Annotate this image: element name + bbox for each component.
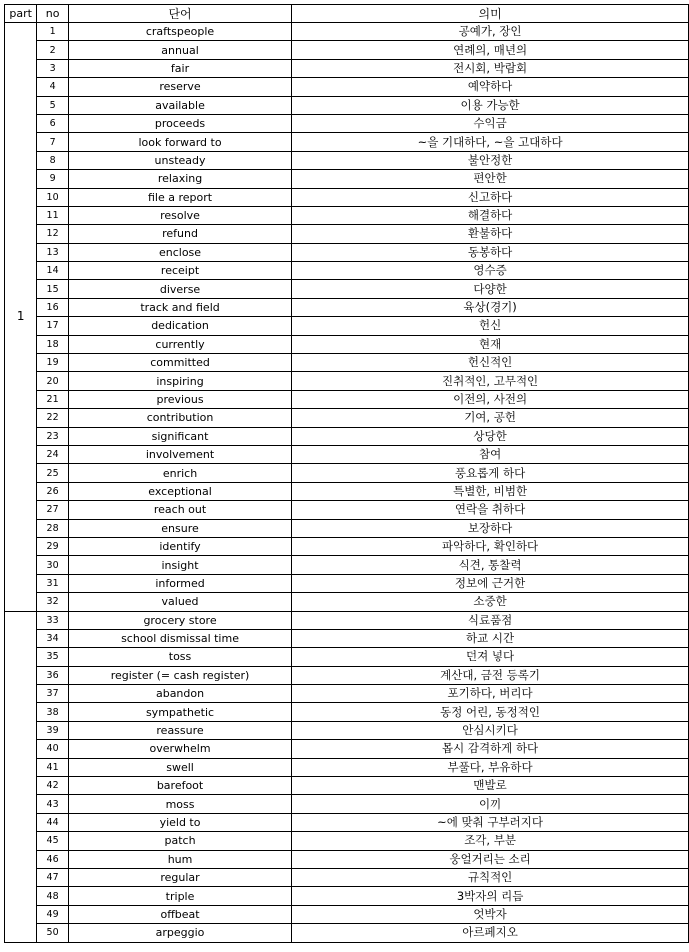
meaning-cell: 해결하다 xyxy=(292,206,689,224)
meaning-cell: 소중한 xyxy=(292,593,689,611)
row-number-cell: 35 xyxy=(37,648,69,666)
row-number-cell: 30 xyxy=(37,556,69,574)
row-number-cell: 40 xyxy=(37,740,69,758)
meaning-cell: 영수증 xyxy=(292,262,689,280)
table-row xyxy=(5,354,689,372)
table-row xyxy=(5,372,689,390)
table-row xyxy=(5,41,689,59)
table-row xyxy=(5,96,689,114)
header-word: 단어 xyxy=(68,5,291,23)
meaning-cell: 던져 넣다 xyxy=(292,648,689,666)
table-row xyxy=(5,114,689,132)
table-row xyxy=(5,501,689,519)
header-row xyxy=(5,5,689,23)
meaning-cell: 헌신적인 xyxy=(292,354,689,372)
meaning-cell: 보장하다 xyxy=(292,519,689,537)
meaning-cell: 식료품점 xyxy=(292,611,689,629)
table-row xyxy=(5,298,689,316)
word-cell: ensure xyxy=(68,519,291,537)
row-number-cell: 50 xyxy=(37,924,69,942)
table-row xyxy=(5,317,689,335)
row-number-cell: 8 xyxy=(37,151,69,169)
table-row xyxy=(5,482,689,500)
table-row xyxy=(5,740,689,758)
table-row xyxy=(5,519,689,537)
word-cell: receipt xyxy=(68,262,291,280)
meaning-cell: 하교 시간 xyxy=(292,629,689,647)
row-number-cell: 16 xyxy=(37,298,69,316)
row-number-cell: 24 xyxy=(37,445,69,463)
header-meaning: 의미 xyxy=(292,5,689,23)
meaning-cell: 특별한, 비범한 xyxy=(292,482,689,500)
word-cell: reserve xyxy=(68,78,291,96)
word-cell: abandon xyxy=(68,685,291,703)
meaning-cell: 3박자의 리듬 xyxy=(292,887,689,905)
meaning-cell: 전시회, 박람회 xyxy=(292,59,689,77)
word-cell: annual xyxy=(68,41,291,59)
row-number-cell: 14 xyxy=(37,262,69,280)
row-number-cell: 43 xyxy=(37,795,69,813)
row-number-cell: 41 xyxy=(37,758,69,776)
row-number-cell: 45 xyxy=(37,832,69,850)
table-row xyxy=(5,795,689,813)
row-number-cell: 1 xyxy=(37,23,69,41)
meaning-cell: 수익금 xyxy=(292,114,689,132)
meaning-cell: 동봉하다 xyxy=(292,243,689,261)
word-cell: moss xyxy=(68,795,291,813)
table-row xyxy=(5,721,689,739)
meaning-cell: 규칙적인 xyxy=(292,868,689,886)
table-row xyxy=(5,556,689,574)
table-row xyxy=(5,574,689,592)
meaning-cell: 부풀다, 부유하다 xyxy=(292,758,689,776)
meaning-cell: 불안정한 xyxy=(292,151,689,169)
row-number-cell: 2 xyxy=(37,41,69,59)
word-cell: register (= cash register) xyxy=(68,666,291,684)
row-number-cell: 12 xyxy=(37,225,69,243)
table-row xyxy=(5,777,689,795)
table-row xyxy=(5,188,689,206)
part-cell xyxy=(5,611,37,942)
word-cell: enclose xyxy=(68,243,291,261)
row-number-cell: 20 xyxy=(37,372,69,390)
word-cell: overwhelm xyxy=(68,740,291,758)
table-row xyxy=(5,905,689,923)
table-row xyxy=(5,151,689,169)
row-number-cell: 5 xyxy=(37,96,69,114)
table-row xyxy=(5,243,689,261)
word-cell: file a report xyxy=(68,188,291,206)
word-cell: informed xyxy=(68,574,291,592)
word-cell: insight xyxy=(68,556,291,574)
word-cell: patch xyxy=(68,832,291,850)
meaning-cell: 육상(경기) xyxy=(292,298,689,316)
row-number-cell: 48 xyxy=(37,887,69,905)
row-number-cell: 18 xyxy=(37,335,69,353)
table-row xyxy=(5,868,689,886)
row-number-cell: 49 xyxy=(37,905,69,923)
table-row xyxy=(5,78,689,96)
word-cell: yield to xyxy=(68,813,291,831)
row-number-cell: 3 xyxy=(37,59,69,77)
meaning-cell: 아르페지오 xyxy=(292,924,689,942)
row-number-cell: 15 xyxy=(37,280,69,298)
meaning-cell: 웅얼거리는 소리 xyxy=(292,850,689,868)
meaning-cell: 기여, 공헌 xyxy=(292,409,689,427)
meaning-cell: 편안한 xyxy=(292,170,689,188)
row-number-cell: 33 xyxy=(37,611,69,629)
word-cell: contribution xyxy=(68,409,291,427)
word-cell: barefoot xyxy=(68,777,291,795)
word-cell: currently xyxy=(68,335,291,353)
table-row xyxy=(5,685,689,703)
word-cell: sympathetic xyxy=(68,703,291,721)
meaning-cell: 파악하다, 확인하다 xyxy=(292,537,689,555)
word-cell: proceeds xyxy=(68,114,291,132)
table-row xyxy=(5,703,689,721)
word-cell: significant xyxy=(68,427,291,445)
word-cell: unsteady xyxy=(68,151,291,169)
meaning-cell: 몹시 감격하게 하다 xyxy=(292,740,689,758)
word-cell: look forward to xyxy=(68,133,291,151)
row-number-cell: 47 xyxy=(37,868,69,886)
row-number-cell: 28 xyxy=(37,519,69,537)
table-row xyxy=(5,445,689,463)
word-cell: school dismissal time xyxy=(68,629,291,647)
table-row xyxy=(5,593,689,611)
meaning-cell: 이용 가능한 xyxy=(292,96,689,114)
meaning-cell: 조각, 부분 xyxy=(292,832,689,850)
word-cell: grocery store xyxy=(68,611,291,629)
table-row xyxy=(5,464,689,482)
word-cell: inspiring xyxy=(68,372,291,390)
word-cell: valued xyxy=(68,593,291,611)
word-cell: offbeat xyxy=(68,905,291,923)
meaning-cell: 안심시키다 xyxy=(292,721,689,739)
word-cell: craftspeople xyxy=(68,23,291,41)
row-number-cell: 26 xyxy=(37,482,69,500)
row-number-cell: 34 xyxy=(37,629,69,647)
meaning-cell: 이전의, 사전의 xyxy=(292,390,689,408)
row-number-cell: 17 xyxy=(37,317,69,335)
word-cell: dedication xyxy=(68,317,291,335)
table-row xyxy=(5,629,689,647)
row-number-cell: 27 xyxy=(37,501,69,519)
meaning-cell: ~에 맞춰 구부러지다 xyxy=(292,813,689,831)
table-row xyxy=(5,611,689,629)
table-row xyxy=(5,335,689,353)
row-number-cell: 29 xyxy=(37,537,69,555)
row-number-cell: 4 xyxy=(37,78,69,96)
meaning-cell: 다양한 xyxy=(292,280,689,298)
meaning-cell: 진취적인, 고무적인 xyxy=(292,372,689,390)
word-cell: reassure xyxy=(68,721,291,739)
meaning-cell: 엇박자 xyxy=(292,905,689,923)
word-cell: committed xyxy=(68,354,291,372)
word-cell: reach out xyxy=(68,501,291,519)
row-number-cell: 6 xyxy=(37,114,69,132)
row-number-cell: 22 xyxy=(37,409,69,427)
row-number-cell: 44 xyxy=(37,813,69,831)
word-cell: arpeggio xyxy=(68,924,291,942)
table-body xyxy=(5,23,689,943)
meaning-cell: ~을 기대하다, ~을 고대하다 xyxy=(292,133,689,151)
word-cell: relaxing xyxy=(68,170,291,188)
row-number-cell: 13 xyxy=(37,243,69,261)
table-row xyxy=(5,280,689,298)
row-number-cell: 31 xyxy=(37,574,69,592)
word-cell: previous xyxy=(68,390,291,408)
table-row xyxy=(5,832,689,850)
word-cell: refund xyxy=(68,225,291,243)
meaning-cell: 현재 xyxy=(292,335,689,353)
row-number-cell: 46 xyxy=(37,850,69,868)
table-row xyxy=(5,924,689,942)
table-row xyxy=(5,648,689,666)
meaning-cell: 예약하다 xyxy=(292,78,689,96)
table-row xyxy=(5,409,689,427)
table-row xyxy=(5,850,689,868)
table-row xyxy=(5,170,689,188)
row-number-cell: 9 xyxy=(37,170,69,188)
table-row xyxy=(5,813,689,831)
table-row xyxy=(5,59,689,77)
table-row xyxy=(5,225,689,243)
part-cell: 1 xyxy=(5,23,37,612)
word-cell: swell xyxy=(68,758,291,776)
meaning-cell: 이끼 xyxy=(292,795,689,813)
word-cell: regular xyxy=(68,868,291,886)
meaning-cell: 동정 어린, 동정적인 xyxy=(292,703,689,721)
table-row xyxy=(5,666,689,684)
table-row xyxy=(5,537,689,555)
row-number-cell: 38 xyxy=(37,703,69,721)
table-row xyxy=(5,133,689,151)
row-number-cell: 36 xyxy=(37,666,69,684)
word-cell: identify xyxy=(68,537,291,555)
row-number-cell: 37 xyxy=(37,685,69,703)
row-number-cell: 19 xyxy=(37,354,69,372)
meaning-cell: 상당한 xyxy=(292,427,689,445)
meaning-cell: 공예가, 장인 xyxy=(292,23,689,41)
meaning-cell: 연례의, 매년의 xyxy=(292,41,689,59)
table-row xyxy=(5,262,689,280)
table-row xyxy=(5,427,689,445)
word-cell: resolve xyxy=(68,206,291,224)
word-cell: fair xyxy=(68,59,291,77)
word-cell: triple xyxy=(68,887,291,905)
word-cell: available xyxy=(68,96,291,114)
meaning-cell: 풍요롭게 하다 xyxy=(292,464,689,482)
row-number-cell: 39 xyxy=(37,721,69,739)
meaning-cell: 계산대, 금전 등록기 xyxy=(292,666,689,684)
meaning-cell: 헌신 xyxy=(292,317,689,335)
word-cell: hum xyxy=(68,850,291,868)
word-cell: toss xyxy=(68,648,291,666)
meaning-cell: 정보에 근거한 xyxy=(292,574,689,592)
row-number-cell: 7 xyxy=(37,133,69,151)
meaning-cell: 환불하다 xyxy=(292,225,689,243)
table-row xyxy=(5,887,689,905)
vocabulary-table xyxy=(4,4,689,943)
word-cell: diverse xyxy=(68,280,291,298)
table-row xyxy=(5,758,689,776)
meaning-cell: 식견, 통찰력 xyxy=(292,556,689,574)
meaning-cell: 포기하다, 버리다 xyxy=(292,685,689,703)
row-number-cell: 11 xyxy=(37,206,69,224)
word-cell: involvement xyxy=(68,445,291,463)
table-row xyxy=(5,206,689,224)
row-number-cell: 23 xyxy=(37,427,69,445)
row-number-cell: 42 xyxy=(37,777,69,795)
row-number-cell: 10 xyxy=(37,188,69,206)
meaning-cell: 신고하다 xyxy=(292,188,689,206)
word-cell: exceptional xyxy=(68,482,291,500)
table-row xyxy=(5,390,689,408)
row-number-cell: 32 xyxy=(37,593,69,611)
table-row xyxy=(5,23,689,41)
meaning-cell: 맨발로 xyxy=(292,777,689,795)
row-number-cell: 21 xyxy=(37,390,69,408)
header-part: part xyxy=(5,5,37,23)
word-cell: enrich xyxy=(68,464,291,482)
row-number-cell: 25 xyxy=(37,464,69,482)
meaning-cell: 참여 xyxy=(292,445,689,463)
meaning-cell: 연락을 취하다 xyxy=(292,501,689,519)
word-cell: track and field xyxy=(68,298,291,316)
header-no: no xyxy=(37,5,69,23)
